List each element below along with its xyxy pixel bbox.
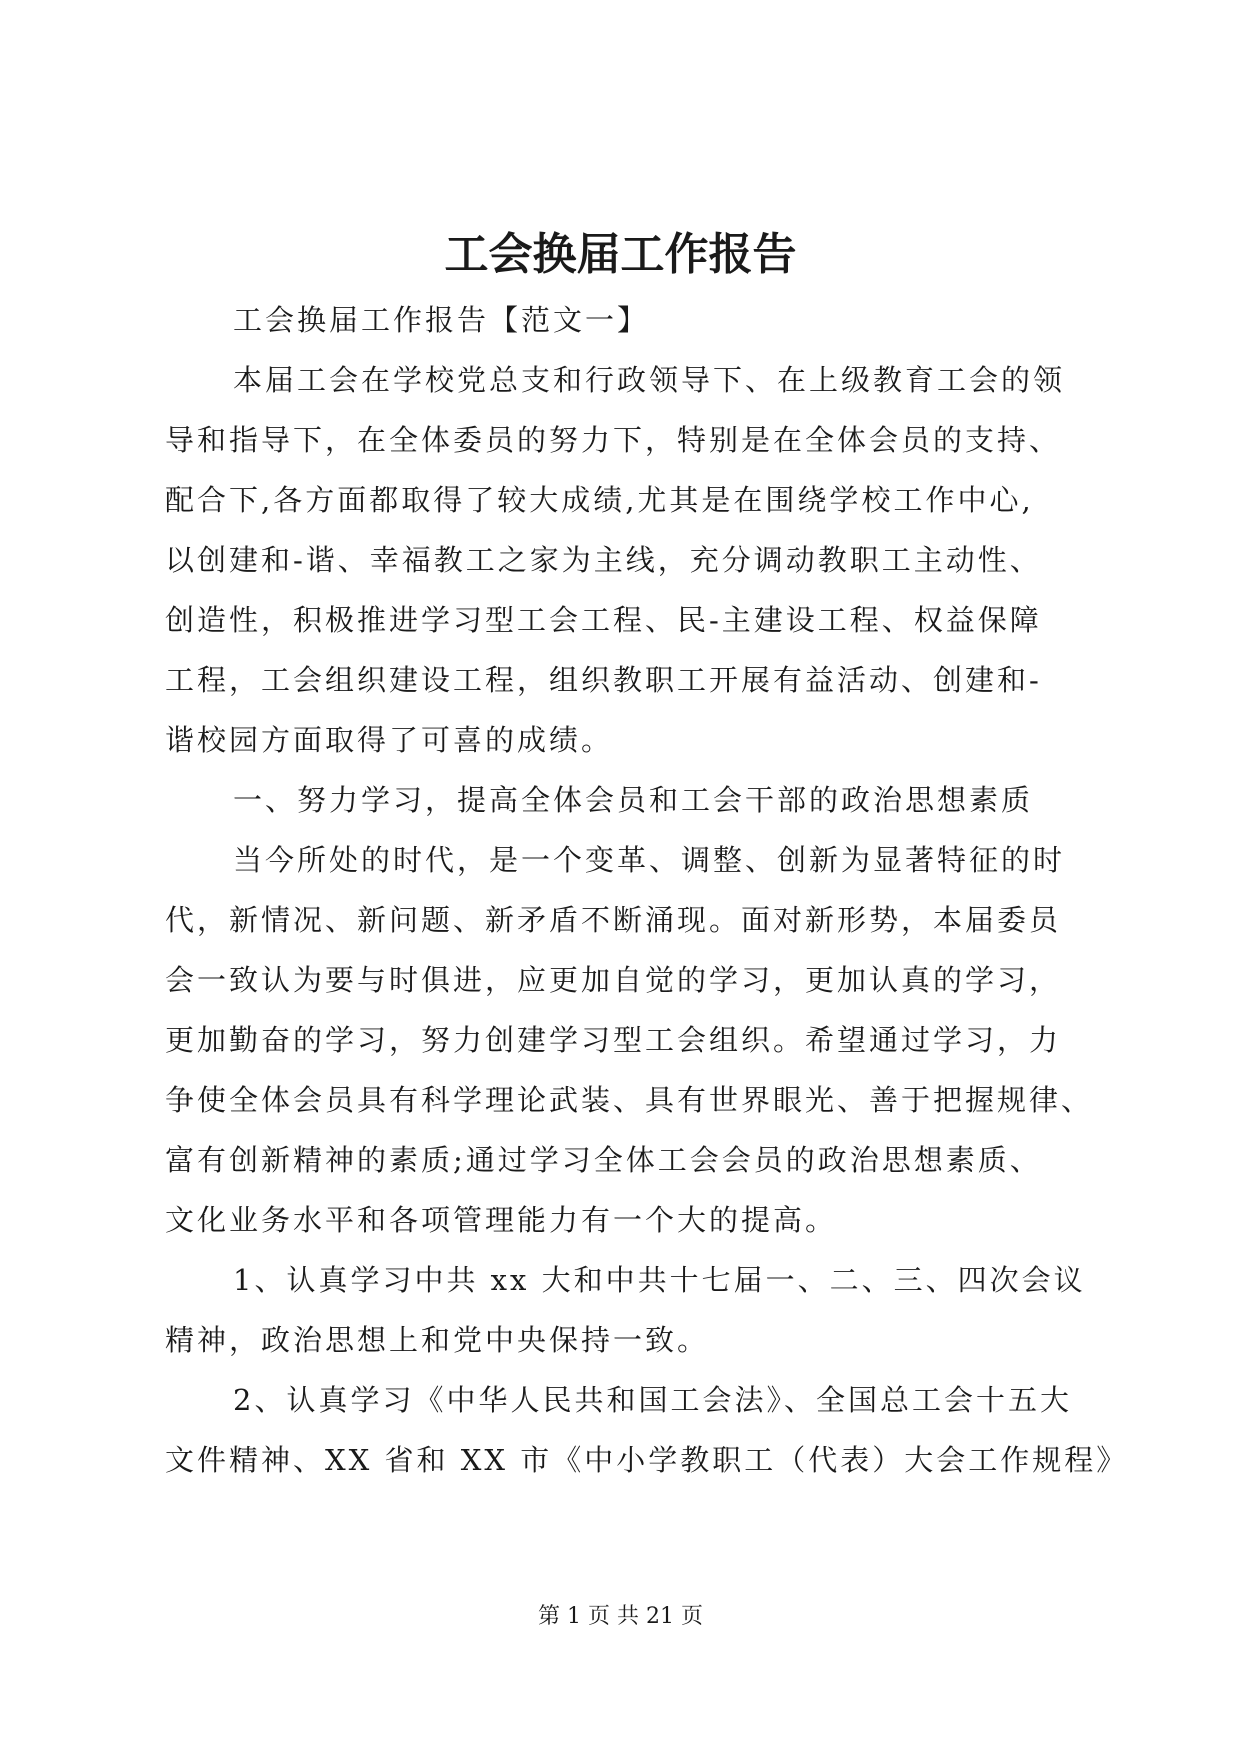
paragraph-line: 配合下,各方面都取得了较大成绩,尤其是在围绕学校工作中心, [165,483,1034,517]
section-heading-line: 一、努力学习，提高全体会员和工会干部的政治思想素质 [233,783,1034,817]
paragraph-line: 富有创新精神的素质;通过学习全体工会会员的政治思想素质、 [165,1143,1042,1177]
document-title: 工会换届工作报告 [444,229,797,280]
paragraph-line: 当今所处的时代，是一个变革、调整、创新为显著特征的时 [233,843,1066,877]
paragraph-line: 代，新情况、新问题、新矛盾不断涌现。面对新形势，本届委员 [165,903,1062,937]
page-footer: 第 1 页 共 21 页 [538,1604,703,1629]
list-item-line: 文件精神、XX 省和 XX 市《中小学教职工（代表）大会工作规程》 [165,1443,1129,1477]
paragraph-line: 创造性，积极推进学习型工会工程、民-主建设工程、权益保障 [165,603,1042,637]
paragraph-line: 更加勤奋的学习，努力创建学习型工会组织。希望通过学习，力 [165,1023,1062,1057]
paragraph-line: 争使全体会员具有科学理论武装、具有世界眼光、善于把握规律、 [165,1083,1094,1117]
paragraph-line: 工程，工会组织建设工程，组织教职工开展有益活动、创建和- [165,663,1042,697]
paragraph-line: 谐校园方面取得了可喜的成绩。 [165,723,614,757]
subtitle-line: 工会换届工作报告【范文一】 [233,303,650,337]
paragraph-line: 导和指导下，在全体委员的努力下，特别是在全体会员的支持、 [165,423,1062,457]
paragraph-line: 以创建和-谐、幸福教工之家为主线，充分调动教职工主动性、 [165,543,1042,577]
paragraph-line: 文化业务水平和各项管理能力有一个大的提高。 [165,1203,838,1237]
list-item-line: 2、认真学习《中华人民共和国工会法》、全国总工会十五大 [233,1383,1072,1417]
paragraph-line: 会一致认为要与时俱进，应更加自觉的学习，更加认真的学习， [165,963,1062,997]
document-body [165,290,1129,1490]
paragraph-line: 本届工会在学校党总支和行政领导下、在上级教育工会的领 [233,363,1066,397]
list-item-line: 精神，政治思想上和党中央保持一致。 [165,1323,710,1357]
list-item-line: 1、认真学习中共 xx 大和中共十七届一、二、三、四次会议 [233,1263,1086,1297]
